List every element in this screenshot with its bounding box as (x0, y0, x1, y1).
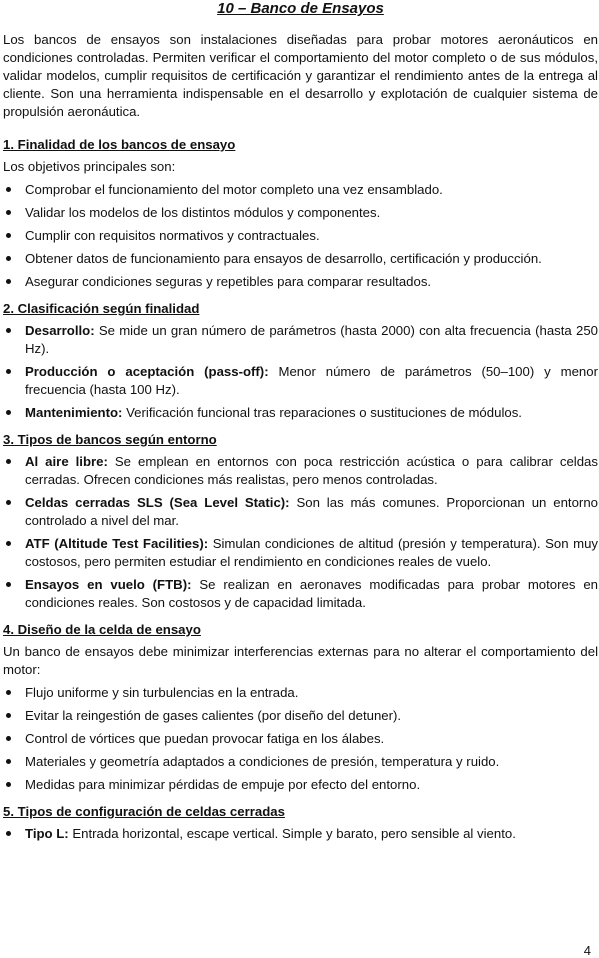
section-3 (3, 431, 598, 612)
list-item-text: Materiales y geometría adaptados a condiciones de presión, temperatura y ruido. (25, 754, 500, 769)
section-4 (3, 621, 598, 794)
bullet-icon (6, 541, 11, 546)
list-item-text: Cumplir con requisitos normativos y contractuales. (25, 228, 320, 243)
list-item-term: Tipo L: (25, 826, 69, 841)
list-item-term: Celdas cerradas SLS (Sea Level Static): (25, 495, 290, 510)
list-item (3, 776, 598, 794)
list-item (3, 363, 598, 399)
bullet-icon (6, 233, 11, 238)
list-item-text: Evitar la reingestión de gases calientes (por diseño del detuner). (25, 708, 402, 723)
bullet-icon (6, 210, 11, 215)
list-item (3, 322, 598, 358)
list-item (3, 227, 598, 245)
list-item-text: Se realizan en aeronaves modificadas para probar motores en condiciones reales. Son costosos y de capacidad limitada. (25, 577, 598, 610)
bullet-icon (6, 369, 11, 374)
list-item-text: Validar los modelos de los distintos módulos y componentes. (25, 205, 381, 220)
list-item (3, 494, 598, 530)
list-item-text: Comprobar el funcionamiento del motor completo una vez ensamblado. (25, 182, 443, 197)
section-heading: 4. Diseño de la celda de ensayo (3, 622, 201, 637)
list-item (3, 181, 598, 199)
section-lead: Un banco de ensayos debe minimizar interferencias externas para no alterar el comportamiento del motor: (3, 644, 598, 677)
section-heading: 5. Tipos de configuración de celdas cerradas (3, 804, 285, 819)
list-item (3, 825, 598, 843)
bullet-icon (6, 459, 11, 464)
bullet-icon (6, 831, 11, 836)
list-item-text: Control de vórtices que puedan provocar fatiga en los álabes. (25, 731, 385, 746)
bullet-list (3, 181, 598, 291)
bullet-list (3, 453, 598, 612)
bullet-icon (6, 759, 11, 764)
section-heading: 1. Finalidad de los bancos de ensayo (3, 137, 236, 152)
list-item-text: Se mide un gran número de parámetros (hasta 2000) con alta frecuencia (hasta 250 Hz). (25, 323, 598, 356)
list-item (3, 730, 598, 748)
list-item-term: Producción o aceptación (pass-off): (25, 364, 269, 379)
page-title: 10 – Banco de Ensayos (217, 0, 384, 17)
sections-container (3, 136, 598, 843)
list-item (3, 707, 598, 725)
bullet-icon (6, 582, 11, 587)
bullet-icon (6, 328, 11, 333)
bullet-icon (6, 500, 11, 505)
bullet-icon (6, 713, 11, 718)
list-item-text: Obtener datos de funcionamiento para ensayos de desarrollo, certificación y producción. (25, 251, 542, 266)
bullet-list (3, 684, 598, 794)
section-heading: 2. Clasificación según finalidad (3, 301, 200, 316)
list-item (3, 204, 598, 222)
section-lead: Los objetivos principales son: (3, 159, 176, 174)
bullet-icon (6, 256, 11, 261)
intro-paragraph: Los bancos de ensayos son instalaciones diseñadas para probar motores aeronáuticos en condiciones controladas. Permiten verificar el comportamiento del motor completo o de sus módulos, validar modelos, cumplir requisitos de certificación y garantizar el rendimiento antes de la entrega al cliente. Son una herramienta indispensable en el desarrollo y explotación de cualquier sistema de propulsión aeronáutica. (3, 32, 598, 119)
list-item-term: Ensayos en vuelo (FTB): (25, 577, 192, 592)
bullet-icon (6, 736, 11, 741)
list-item-text: Menor número de parámetros (50–100) y menor frecuencia (hasta 100 Hz). (25, 364, 598, 397)
section-5 (3, 803, 598, 843)
list-item (3, 576, 598, 612)
bullet-icon (6, 279, 11, 284)
list-item (3, 535, 598, 571)
list-item (3, 453, 598, 489)
section-heading: 3. Tipos de bancos según entorno (3, 432, 217, 447)
bullet-icon (6, 187, 11, 192)
bullet-list (3, 825, 598, 843)
list-item-term: ATF (Altitude Test Facilities): (25, 536, 209, 551)
list-item-text: Medidas para minimizar pérdidas de empuje por efecto del entorno. (25, 777, 421, 792)
list-item (3, 404, 598, 422)
list-item-text: Son las más comunes. Proporcionan un entorno controlado a nivel del mar. (25, 495, 598, 528)
list-item-term: Mantenimiento: (25, 405, 123, 420)
bullet-list (3, 322, 598, 422)
list-item (3, 753, 598, 771)
list-item-text: Se emplean en entornos con poca restricción acústica o para calibrar celdas cerradas. Ofrecen condiciones más realistas, pero menos controladas. (25, 454, 598, 487)
document-content (3, 0, 598, 848)
page-number: 4 (583, 943, 591, 958)
section-2 (3, 300, 598, 422)
list-item-text: Simulan condiciones de altitud (presión y temperatura). Son muy costosos, pero permiten estudiar el rendimiento en condiciones reales de vuelo. (25, 536, 598, 569)
list-item-text: Verificación funcional tras reparaciones o sustituciones de módulos. (122, 405, 522, 420)
list-item-text: Asegurar condiciones seguras y repetibles para comparar resultados. (25, 274, 432, 289)
bullet-icon (6, 410, 11, 415)
list-item (3, 684, 598, 702)
bullet-icon (6, 782, 11, 787)
section-1 (3, 136, 598, 291)
list-item-text: Flujo uniforme y sin turbulencias en la entrada. (25, 685, 299, 700)
list-item-term: Al aire libre: (25, 454, 108, 469)
list-item (3, 273, 598, 291)
list-item (3, 250, 598, 268)
list-item-term: Desarrollo: (25, 323, 95, 338)
bullet-icon (6, 690, 11, 695)
list-item-text: Entrada horizontal, escape vertical. Simple y barato, pero sensible al viento. (68, 826, 516, 841)
